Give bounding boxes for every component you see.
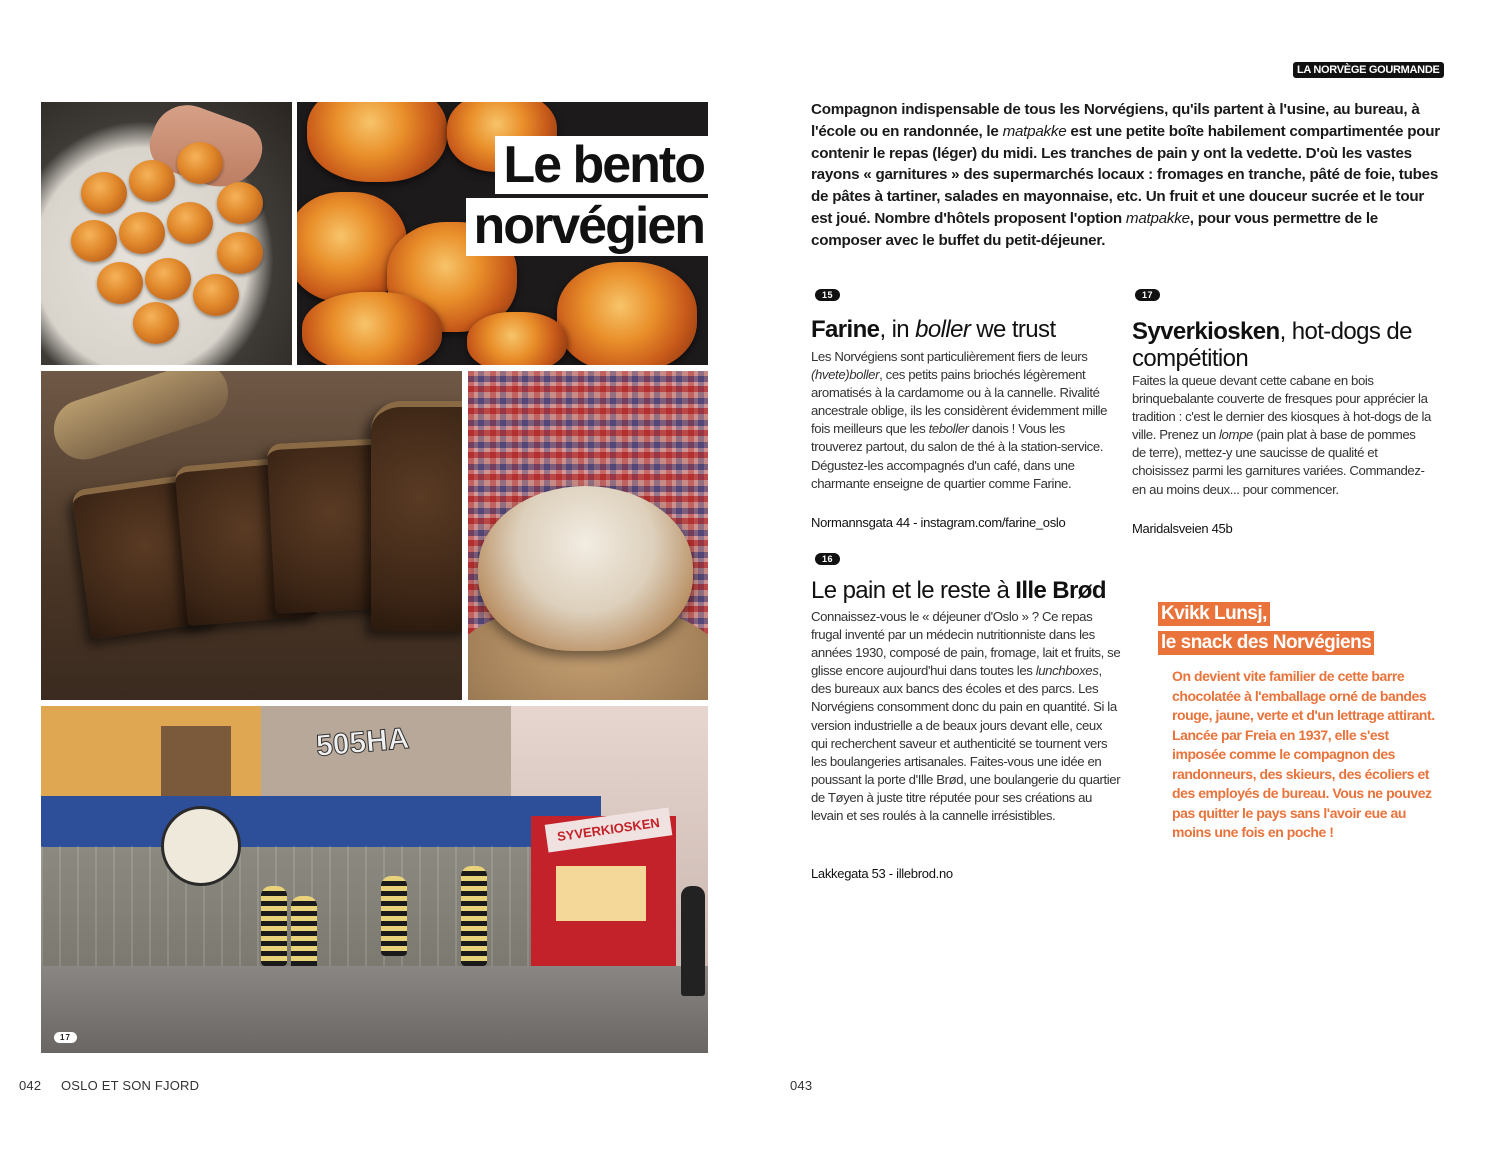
- photo-number-badge: 17: [54, 1032, 77, 1043]
- entry-number-badge: 16: [815, 553, 840, 565]
- headline-line-1: Le bento: [495, 136, 708, 194]
- page-number-left: 042: [19, 1078, 42, 1093]
- section-tag: LA NORVÈGE GOURMANDE: [1293, 62, 1444, 78]
- entry-title-syverkiosken: Syverkiosken, hot-dogs de compétition: [1132, 318, 1412, 372]
- photo-cinnamon-knots: [297, 102, 708, 365]
- entry-title-ille-brod: Le pain et le reste à Ille Brød: [811, 577, 1106, 604]
- wheat-stalks: [46, 371, 236, 467]
- photo-rye-bread: [41, 371, 462, 700]
- photo-sourdough-loaf: [468, 371, 708, 700]
- headline-line-2: norvégien: [466, 198, 709, 256]
- sidebar-title-line-1: Kvikk Lunsj,: [1158, 602, 1270, 626]
- section-name: OSLO ET SON FJORD: [61, 1078, 200, 1093]
- loaf-shape: [478, 486, 693, 651]
- sidebar-title: [1158, 602, 1374, 660]
- pedestrian: [681, 886, 705, 996]
- entry-address-farine: Normannsgata 44 - instagram.com/farine_oslo: [811, 515, 1066, 530]
- entry-number-badge: 15: [815, 289, 840, 301]
- graffiti-text: 505HA: [314, 721, 411, 764]
- photo-street-kiosk: [41, 706, 708, 1053]
- entry-body-syverkiosken: Faites la queue devant cette cabane en bois brinquebalante couverte de fresques pour apprécier la tradition : c'est le dernier des kiosques à hot-dogs de la ville. Prenez un lompe (pain plat à base de pommes de terre), mettez-y une saucisse de qualité et choisissez parmi les garnitures variées. Commandez-en au moins deux... pour commencer.: [1132, 373, 1431, 497]
- sidewalk: [41, 966, 708, 1053]
- sidebar-title-line-2: le snack des Norvégiens: [1158, 631, 1374, 655]
- intro-paragraph: Compagnon indispensable de tous les Norvégiens, qu'ils partent à l'usine, au bureau, à l'école ou en randonnée, le matpakke est une petite boîte habilement compartimentée pour contenir le repas (léger) du midi. Les tranches de pain y ont la vedette. D'où les vastes rayons « garnitures » des supermarchés locaux : fromages en tranche, pâté de foie, tubes de pâtes à tartiner, salades en mayonnaise, etc. Un fruit et une douceur sucrée et le tour est joué. Nombre d'hôtels proposent l'option matpakke, pour vous permettre de le composer avec le buffet du petit-déjeuner.: [811, 101, 1440, 249]
- mural-face: [161, 806, 241, 886]
- kiosk-sign: SYVERKIOSKEN: [545, 807, 673, 852]
- entry-address-syverkiosken: Maridalsveien 45b: [1132, 521, 1233, 536]
- sidebar-body: On devient vite familier de cette barre chocolatée à l'emballage orné de bandes rouge, jaune, verte et d'un lettrage attirant. Lancée par Freia en 1937, elle s'est imposée comme le compagnon des randonneurs, des skieurs, des écoliers et des employés de bureau. Vous ne pouvez pas quitter le pays sans l'avoir eue au moins une fois en poche !: [1172, 668, 1435, 840]
- entry-title-farine: Farine, in boller we trust: [811, 316, 1056, 343]
- entry-body-ille-brod: Connaissez-vous le « déjeuner d'Oslo » ? Ce repas frugal inventé par un médecin nutritionniste dans les années 1930, composé de pain, fromage, lait et fruits, se glisse encore aujourd'hui dans toutes les lunchboxes, des bureaux aux bancs des écoles et des parcs. Les Norvégiens consomment donc du pain en quantité. Si la version industrielle a de beaux jours devant elle, ceux qui recherchent saveur et authenticité se tournent vers les boulangeries artisanales. Faites-vous une idée en poussant la porte d'Ille Brød, une boulangerie du quartier de Tøyen à juste titre réputée pour ses créations au levain et ses roulés à la cannelle irrésistibles.: [811, 609, 1121, 824]
- entry-address-ille-brod: Lakkegata 53 - illebrod.no: [811, 866, 953, 881]
- entry-number-badge: 17: [1135, 289, 1160, 301]
- page-number-right: 043: [790, 1078, 813, 1093]
- photo-buns-on-plate: [41, 102, 292, 365]
- entry-body-farine: Les Norvégiens sont particulièrement fiers de leurs (hvete)boller, ces petits pains briochés légèrement aromatisés à la cardamome ou à la cannelle. Rivalité ancestrale oblige, ils les considèrent évidemment mille fois meilleurs que les teboller danois ! Vous les trouverez partout, du salon de thé à la station-service. Dégustez-les accompagnés d'un café, dans une charmante enseigne de quartier comme Farine.: [811, 349, 1108, 491]
